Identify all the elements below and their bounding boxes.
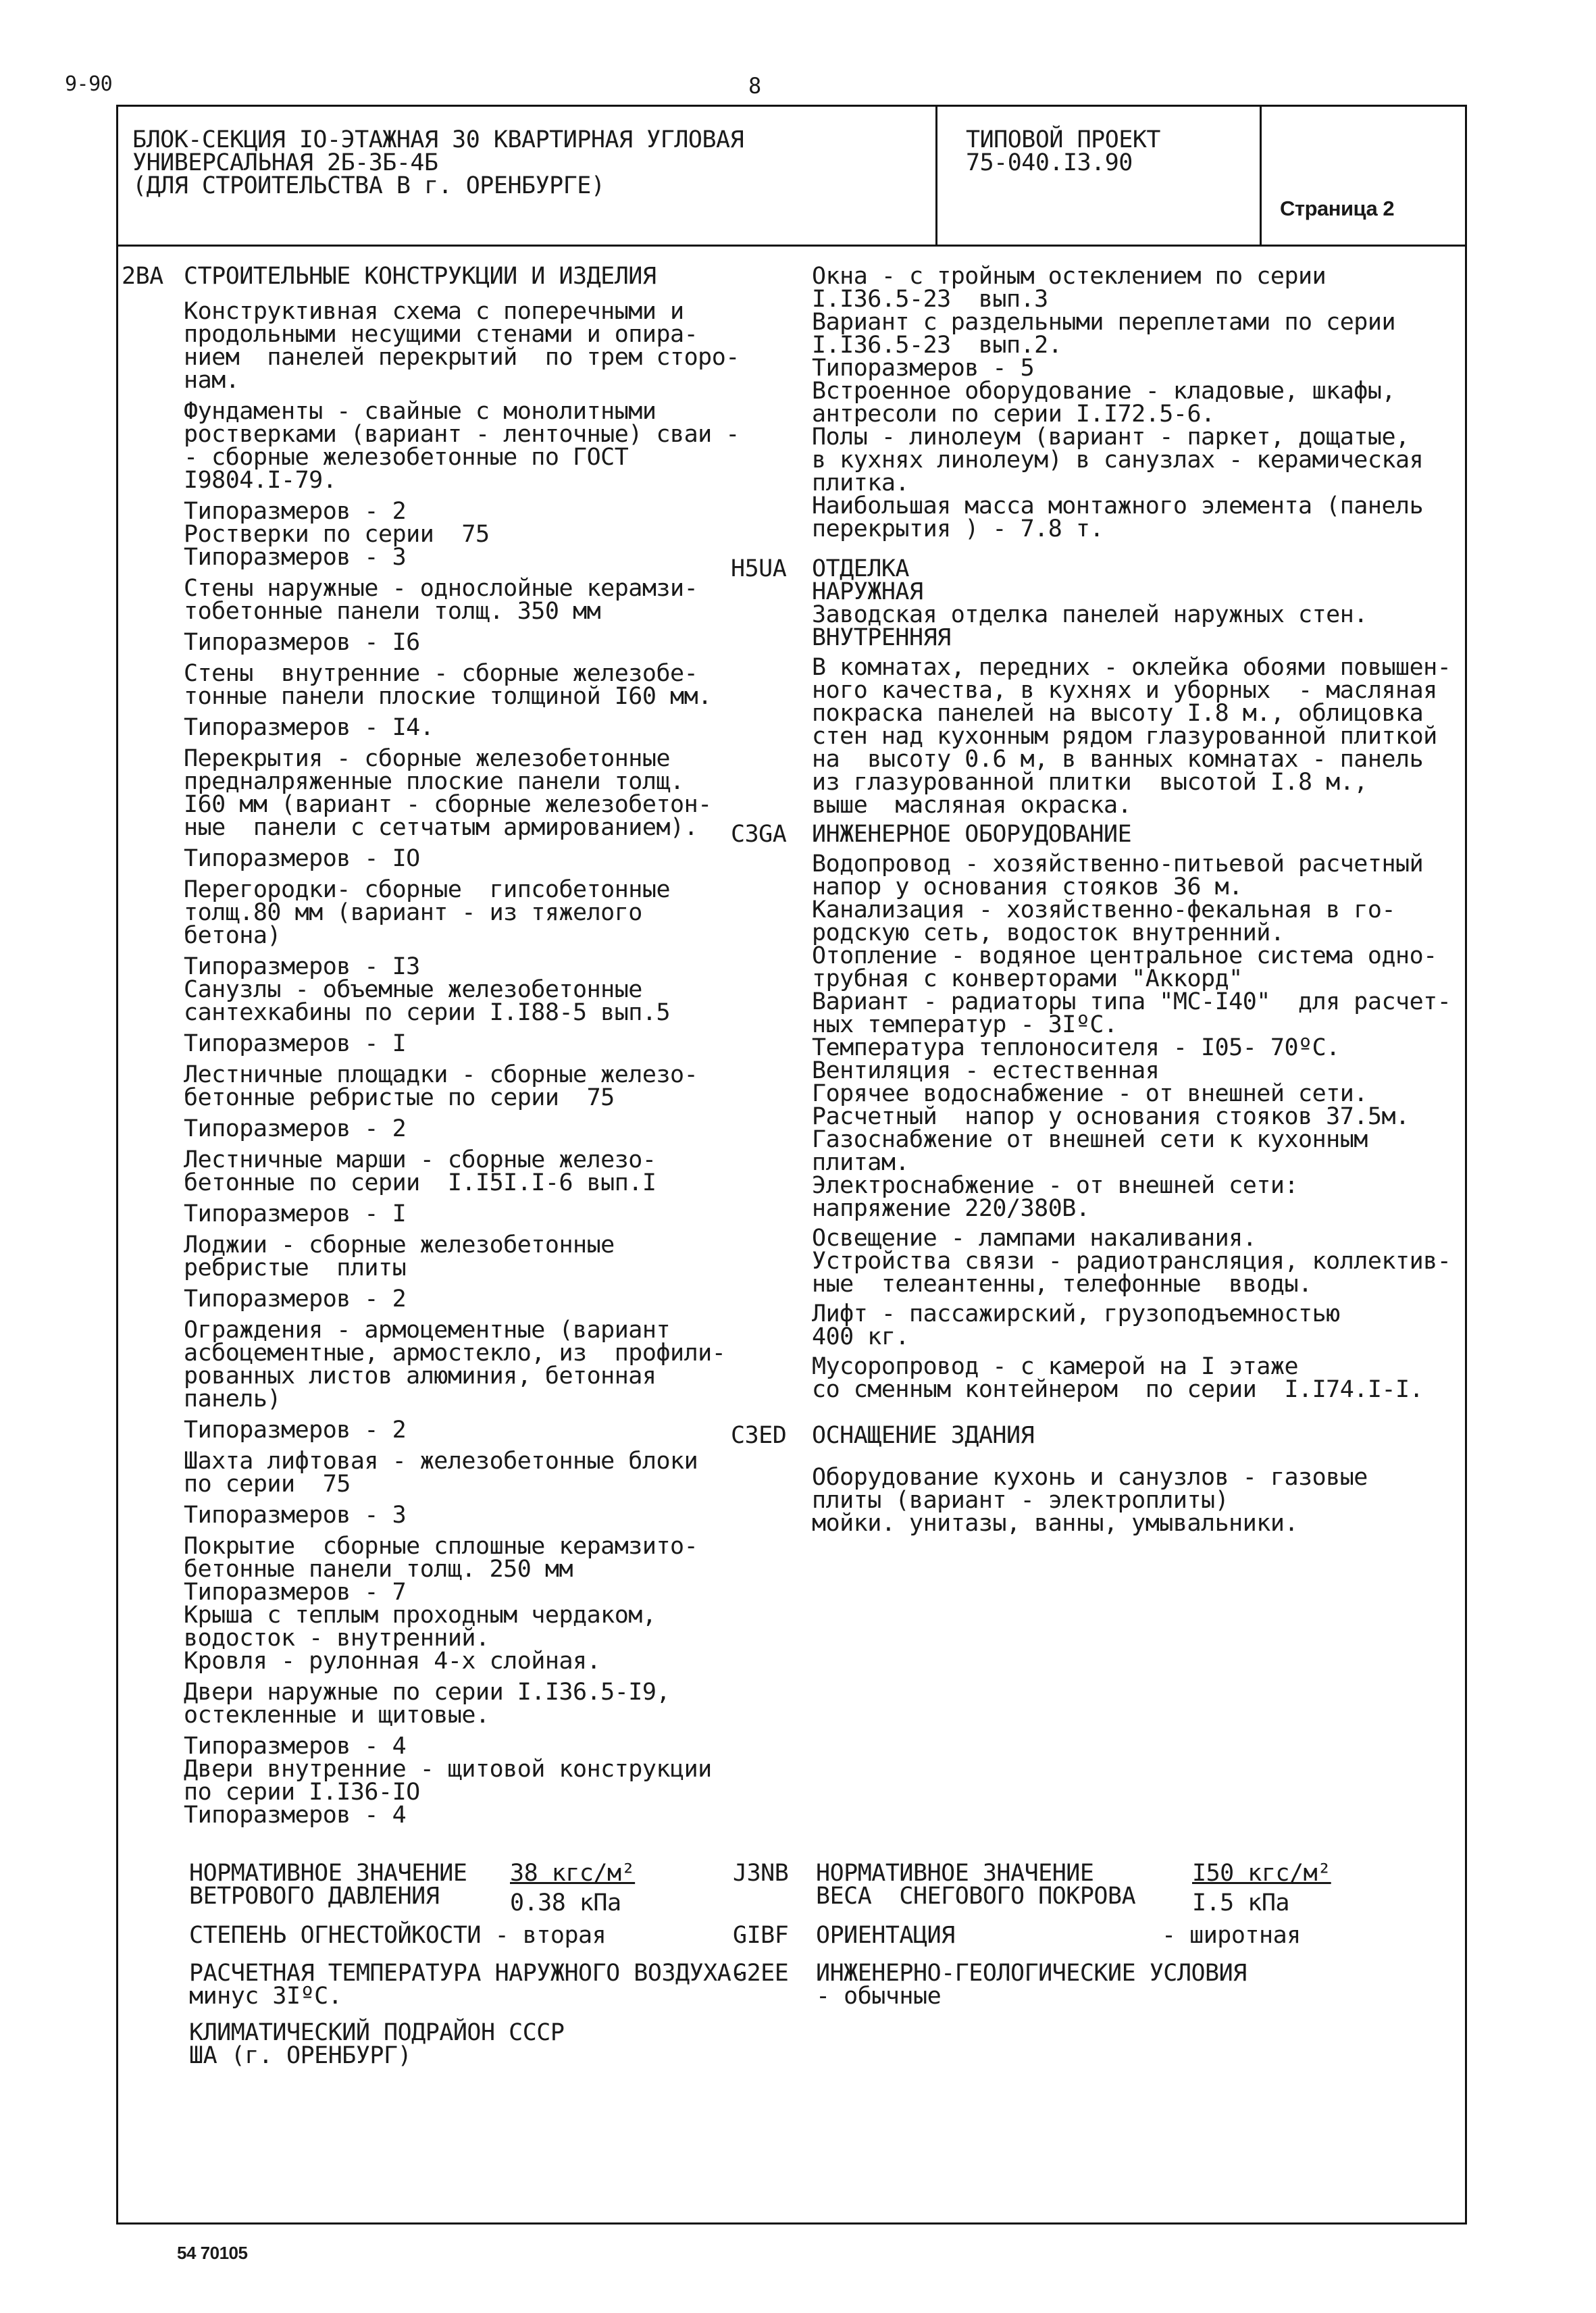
construction-line: Перекрытия - сборные железобетонные (184, 745, 671, 772)
engineering-line: Расчетный напор у основания стояков 37.5м. (812, 1103, 1410, 1130)
construction-line: Перегородки- сборные гипсобетонные (184, 876, 671, 903)
snow-label-line: НОРМАТИВНОЕ ЗНАЧЕНИЕ (816, 1860, 1094, 1887)
construction-line: Типоразмеров - 7 (184, 1579, 407, 1606)
engineering-line: Освещение - лампами накаливания. (812, 1225, 1257, 1252)
construction-line: Типоразмеров - 3 (184, 1502, 407, 1529)
construction-paragraph (184, 1202, 738, 1225)
construction-line: Покрытие сборные сплошные керамзито- (184, 1533, 698, 1560)
code-j3nb: J3NВ (733, 1860, 789, 1887)
right-list (812, 265, 1460, 540)
construction-line: рованных листов алюминия, бетонная (184, 1363, 657, 1390)
code-gibf: GIВF (733, 1922, 789, 1949)
construction-line: Кровля - рулонная 4-х слойная. (184, 1648, 601, 1675)
wind-label-line: ВЕТРОВОГО ДАВЛЕНИЯ (189, 1883, 440, 1910)
construction-line: по серии I.I36-IO (184, 1779, 420, 1806)
title-line: УНИВЕРСАЛЬНАЯ 2Б-3Б-4Б (132, 149, 438, 176)
finishing-code: Н5UА (731, 555, 787, 582)
construction-line: бетона) (184, 922, 282, 949)
construction-line: Типоразмеров - I3 (184, 953, 420, 980)
section-code: 2ВА (122, 263, 163, 290)
construction-paragraph (184, 500, 738, 569)
title-line: (ДЛЯ СТРОИТЕЛЬСТВА В г. ОРЕНБУРГЕ) (132, 172, 605, 199)
construction-line: асбоцементные, армостекло, из профили- (184, 1340, 726, 1367)
equipment-line: плиты (вариант - электроплиты) (812, 1487, 1229, 1514)
construction-line: бетонные по серии I.I5I.I-6 вып.I (184, 1169, 657, 1196)
right-paragraph (812, 265, 1460, 540)
wind-label (189, 1862, 467, 1908)
construction-paragraph (184, 1063, 738, 1109)
header-split-1 (935, 105, 937, 245)
construction-paragraph (184, 1317, 738, 1413)
construction-paragraph (184, 1450, 738, 1496)
engineering-line: Электроснабжение - от внешней сети: (812, 1172, 1299, 1199)
construction-line: Стены внутренние - сборные железобе- (184, 660, 698, 687)
construction-line: нам. (184, 367, 240, 394)
project-line: 75-040.I3.90 (966, 149, 1133, 176)
construction-line: Типоразмеров - 2 (184, 1115, 407, 1142)
construction-line: ростверками (вариант - ленточные) сваи - (184, 421, 740, 448)
finishing-section (812, 557, 1451, 817)
engineering-line: трубная с конверторами "Аккорд" (812, 965, 1243, 992)
engineering-line: Температура теплоносителя - I05- 70ºС. (812, 1034, 1340, 1061)
construction-line: Санузлы - объемные железобетонные (184, 976, 642, 1003)
construction-paragraph (184, 878, 738, 947)
engineering-line: родскую сеть, водосток внутренний. (812, 919, 1285, 946)
right-line: Окна - с тройным остеклением по серии (812, 263, 1327, 290)
construction-line: бетонные панели толщ. 250 мм (184, 1556, 573, 1583)
footer-stamp: 54 70105 (177, 2243, 248, 2263)
construction-line: Лестничные марши - сборные железо- (184, 1146, 657, 1173)
construction-line: Конструктивная схема с поперечными и (184, 298, 684, 325)
equipment-lines (812, 1466, 1368, 1535)
construction-line: толщ.80 мм (вариант - из тяжелого (184, 899, 642, 926)
engineering-line: ных температур - 3IºС. (812, 1011, 1118, 1038)
construction-line: Типоразмеров - I6 (184, 629, 420, 656)
engineering-paragraph (812, 850, 1451, 1222)
construction-line: I9804.I-79. (184, 467, 337, 494)
finishing-line: выше масляная окраска. (812, 792, 1132, 819)
engineering-line: напор у основания стояков 36 м. (812, 873, 1243, 900)
right-line: Вариант с раздельными переплетами по серии (812, 309, 1396, 336)
wind-label-line: НОРМАТИВНОЕ ЗНАЧЕНИЕ (189, 1860, 467, 1887)
construction-line: Типоразмеров - I (184, 1200, 407, 1227)
construction-line: Типоразмеров - I (184, 1030, 407, 1057)
construction-line: Типоразмеров - 4 (184, 1802, 407, 1829)
construction-paragraph (184, 1032, 738, 1055)
construction-paragraph (184, 1535, 738, 1673)
construction-line: предналряженные плоские панели толщ. (184, 768, 684, 795)
climate-line: КЛИМАТИЧЕСКИЙ ПОДРАЙОН СССР (189, 2019, 565, 2046)
engineering-line: плитам. (812, 1149, 910, 1176)
construction-line: Типоразмеров - 2 (184, 498, 407, 525)
document-title (132, 128, 744, 197)
header-split-2 (1260, 105, 1262, 245)
right-line: в кухнях линолеум) в санузлах - керамическая (812, 447, 1424, 474)
construction-paragraph (184, 1148, 738, 1194)
title-line: БЛОК-СЕКЦИЯ IO-ЭТАЖНАЯ 30 КВАРТИРНАЯ УГЛОВАЯ (132, 126, 744, 153)
construction-line: бетонные ребристые по серии 75 (184, 1084, 615, 1111)
construction-line: Двери внутренние - щитовой конструкции (184, 1756, 712, 1783)
construction-paragraph (184, 1735, 738, 1827)
page-label: Страница 2 (1280, 197, 1395, 220)
project-number (966, 128, 1160, 174)
construction-paragraph (184, 1681, 738, 1727)
construction-paragraph (184, 955, 738, 1024)
snow-label-line: ВЕСА СНЕГОВОГО ПОКРОВА (816, 1883, 1136, 1910)
finishing-line: стен над кухонным рядом глазурованной плиткой (812, 723, 1437, 750)
construction-line: Типоразмеров - I4. (184, 714, 434, 741)
construction-line: нием панелей перекрытий по трем сторо- (184, 344, 740, 371)
engineering-line: напряжение 220/380В. (812, 1195, 1090, 1222)
finishing-line: на высоту 0.6 м, в ванных комнатах - панель (812, 746, 1424, 773)
construction-paragraph (184, 300, 738, 392)
construction-line: тонные панели плоские толщиной I60 мм. (184, 683, 712, 710)
design-temperature-value: минус 3IºС. (189, 1983, 342, 2010)
construction-paragraph (184, 747, 738, 839)
climate-line: ШA (г. ОРЕНБУРГ) (189, 2042, 412, 2069)
construction-line: Типоразмеров - 2 (184, 1286, 407, 1313)
construction-line: сантехкабины по серии I.I88-5 вып.5 (184, 999, 671, 1026)
finishing-exterior: НАРУЖНАЯ (812, 578, 923, 605)
geology-label: ИНЖЕНЕРНО-ГЕОЛОГИЧЕСКИЕ УСЛОВИЯ (816, 1960, 1247, 1987)
engineering-paragraph (812, 1302, 1451, 1348)
right-line: I.I36.5-23 вып.2. (812, 332, 1062, 359)
construction-paragraph (184, 716, 738, 739)
construction-paragraph (184, 400, 738, 492)
equipment-paragraph (812, 1466, 1368, 1535)
construction-line: остекленные и щитовые. (184, 1702, 490, 1729)
snow-value-kpa: I.5 кПа (1192, 1889, 1290, 1916)
engineering-paragraph (812, 1355, 1451, 1401)
fire-resistance: СТЕПЕНЬ ОГНЕСТОЙКОСТИ - вторая (189, 1922, 607, 1949)
construction-line: I60 мм (вариант - сборные железобетон- (184, 791, 712, 818)
equipment-line: Оборудование кухонь и санузлов - газовые (812, 1464, 1368, 1491)
construction-line: Двери наружные по серии I.I36.5-I9, (184, 1679, 671, 1706)
engineering-line: Устройства связи - радиотрансляция, коллектив- (812, 1248, 1451, 1275)
equipment-line: мойки. унитазы, ванны, умывальники. (812, 1510, 1299, 1537)
right-line: перекрытия ) - 7.8 т. (812, 515, 1104, 542)
engineering-line: Водопровод - хозяйственно-питьевой расчетный (812, 850, 1424, 878)
engineering-code: С3GА (731, 821, 787, 848)
engineering-line: ные телеантенны, телефонные вводы. (812, 1271, 1312, 1298)
right-line: Полы - линолеум (вариант - паркет, дощатые, (812, 424, 1410, 451)
construction-paragraph (184, 1231, 738, 1281)
right-line: Встроенное оборудование - кладовые, шкафы, (812, 378, 1396, 405)
construction-line: Ростверки по серии 75 (184, 521, 490, 548)
wind-value: 38 кгс/м² (510, 1860, 636, 1887)
construction-line: тобетонные панели толщ. 350 мм (184, 598, 601, 625)
construction-line: - сборные железобетонные по ГОСТ (184, 444, 629, 471)
engineering-line: Лифт - пассажирский, грузоподъемностью (812, 1300, 1340, 1327)
climate-subregion (189, 2021, 564, 2067)
construction-list (184, 300, 738, 1835)
section-heading: СТРОИТЕЛЬНЫЕ КОНСТРУКЦИИ И ИЗДЕЛИЯ (184, 263, 657, 290)
construction-line: панель) (184, 1386, 282, 1413)
construction-line: по серии 75 (184, 1471, 351, 1498)
construction-line: Типоразмеров - 2 (184, 1417, 407, 1444)
construction-line: ребристые плиты (184, 1254, 407, 1281)
engineering-lines (812, 850, 1451, 1408)
construction-line: Лестничные площадки - сборные железо- (184, 1061, 698, 1088)
construction-paragraph (184, 1117, 738, 1140)
construction-line: Шахта лифтовая - железобетонные блоки (184, 1448, 698, 1475)
construction-paragraph (184, 1504, 738, 1527)
engineering-paragraph (812, 1227, 1451, 1296)
construction-line: Стены наружные - однослойные керамзи- (184, 575, 698, 602)
engineering-line: Отопление - водяное центральное система одно- (812, 942, 1437, 969)
construction-paragraph (184, 1288, 738, 1311)
equipment-heading: ОСНАЩЕНИЕ ЗДАНИЯ (812, 1422, 1035, 1449)
construction-paragraph (184, 631, 738, 654)
construction-line: Крыша с теплым проходным чердаком, (184, 1602, 657, 1629)
engineering-heading: ИНЖЕНЕРНОЕ ОБОРУДОВАНИЕ (812, 821, 1132, 848)
construction-line: Лоджии - сборные железобетонные (184, 1231, 615, 1259)
engineering-line: 400 кг. (812, 1323, 910, 1350)
right-line: Типоразмеров - 5 (812, 355, 1035, 382)
orientation-label: ОРИЕНТАЦИЯ (816, 1922, 955, 1949)
project-line: ТИПОВОЙ ПРОЕКТ (966, 126, 1161, 153)
engineering-line: Мусоропровод - с камерой на I этаже (812, 1353, 1299, 1380)
snow-value: I50 кгс/м² (1192, 1860, 1331, 1887)
series-code: 9-90 (65, 72, 113, 96)
construction-paragraph (184, 1419, 738, 1442)
right-line: I.I36.5-23 вып.3 (812, 286, 1048, 313)
finishing-heading: ОТДЕЛКА (812, 555, 910, 582)
snow-label (816, 1862, 1135, 1908)
construction-line: продольными несущими стенами и опира- (184, 321, 698, 348)
right-line: Наибольшая масса монтажного элемента (панель (812, 492, 1424, 519)
construction-line: Ограждения - армоцементные (вариант (184, 1317, 671, 1344)
engineering-line: Вентиляция - естественная (812, 1057, 1160, 1084)
finishing-line: ного качества, в кухнях и уборных - масляная (812, 677, 1437, 704)
finishing-paragraph (812, 656, 1451, 817)
orientation-value: - широтная (1162, 1922, 1301, 1949)
construction-line: Типоразмеров - IO (184, 845, 420, 872)
engineering-line: Канализация - хозяйственно-фекальная в го- (812, 896, 1396, 923)
geology-value: - обычные (816, 1983, 942, 2010)
construction-line: Типоразмеров - 3 (184, 544, 407, 571)
construction-paragraph (184, 847, 738, 870)
wind-value-kpa: 0.38 кПа (510, 1889, 621, 1916)
finishing-exterior-text: Заводская отделка панелей наружных стен. (812, 601, 1368, 628)
design-temperature: РАСЧЕТНАЯ ТЕМПЕРАТУРА НАРУЖНОГО ВОЗДУХА- (189, 1960, 745, 1987)
finishing-line: покраска панелей на высоту I.8 м., облицовка (812, 700, 1424, 727)
engineering-line: Горячее водоснабжение - от внешней сети. (812, 1080, 1368, 1107)
engineering-line: со сменным контейнером по серии I.I74.I-I. (812, 1376, 1424, 1403)
construction-line: Типоразмеров - 4 (184, 1733, 407, 1760)
header-divider (116, 245, 1467, 247)
code-g2ee: G2ЕЕ (733, 1960, 789, 1987)
construction-line: водосток - внутренний. (184, 1625, 490, 1652)
construction-paragraph (184, 662, 738, 708)
finishing-interior: ВНУТРЕННЯЯ (812, 624, 951, 651)
engineering-line: Газоснабжение от внешней сети к кухонным (812, 1126, 1368, 1153)
finishing-line: из глазурованной плитки высотой I.8 м., (812, 769, 1368, 796)
construction-line: Фундаменты - свайные с монолитными (184, 398, 657, 425)
engineering-line: Вариант - радиаторы типа "МС-I40" для расчет- (812, 988, 1451, 1015)
right-line: антресоли по серии I.I72.5-6. (812, 401, 1215, 428)
finishing-line: В комнатах, передних - оклейка обоями повышен- (812, 654, 1451, 681)
right-line: плитка. (812, 469, 910, 497)
construction-line: ные панели с сетчатым армированием). (184, 814, 698, 841)
equipment-code: С3ЕD (731, 1422, 787, 1449)
sheet-number: 8 (748, 73, 761, 99)
finishing-interior-lines (812, 656, 1451, 817)
construction-paragraph (184, 577, 738, 623)
